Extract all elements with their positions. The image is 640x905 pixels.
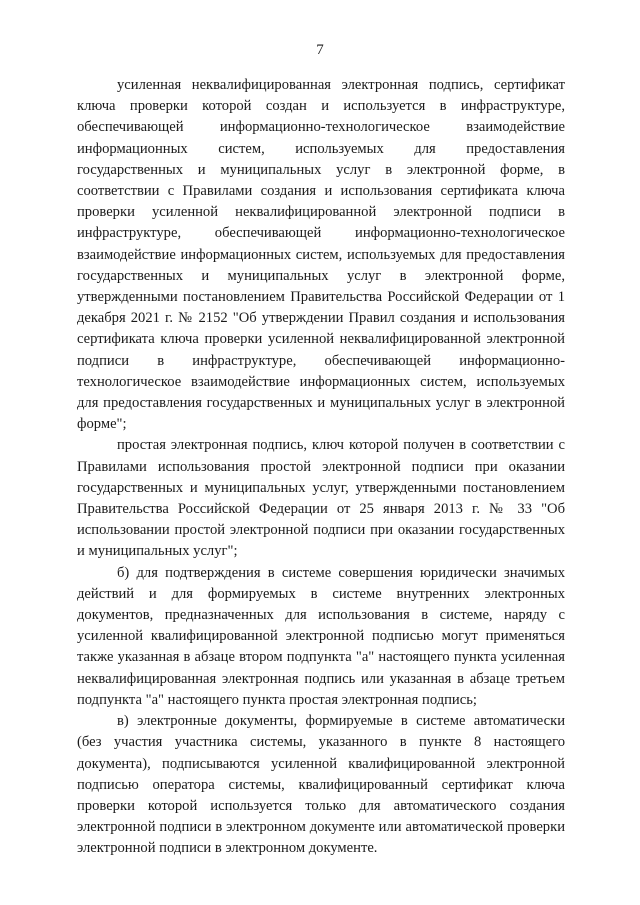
paragraph-1: усиленная неквалифицированная электронная подпись, сертификат ключа проверки которой создан и используется в инфраструктуре, обеспечивающей информационно-технологическое взаимодействие информационных систем, используемых для предоставления государственных и муниципальных услуг в электронной форме, в соответствии с Правилами создания и использования сертификата ключа проверки усиленной неквалифицированной электронной подписи в инфраструктуре, обеспечивающей информационно-технологическое взаимодействие информационных систем, используемых для предоставления государственных и муниципальных услуг в электронной форме, утвержденными постановлением Правительства Российской Федерации от 1 декабря 2021 г. № 2152 "Об утверждении Правил создания и использования сертификата ключа проверки усиленной неквалифицированной электронной подписи в инфраструктуре, обеспечивающей информационно-технологическое взаимодействие информационных систем, используемых для предоставления государственных и муниципальных услуг в электронной форме"; bbox=[77, 77, 565, 433]
paragraph-2: простая электронная подпись, ключ которой получен в соответствии с Правилами использования простой электронной подписи при оказании государственных и муниципальных услуг, утвержденными постановлением Правительства Российской Федерации от 25 января 2013 г. № 33 "Об использовании простой электронной подписи при оказании государственных и муниципальных услуг"; bbox=[77, 437, 565, 560]
paragraph-3: б) для подтверждения в системе совершения юридически значимых действий и для формируемых в системе внутренних электронных документов, предназначенных для использования в системе, наряду с усиленной квалифицированной электронной подписью могут применяться также указанная в абзаце втором подпункта "а" настоящего пункта усиленная неквалифицированная электронная подпись или указанная в абзаце третьем подпункта "а" настоящего пункта простая электронная подпись; bbox=[77, 564, 565, 708]
page-number: 7 bbox=[316, 42, 324, 58]
paragraph-4: в) электронные документы, формируемые в системе автоматически (без участия участника системы, указанного в пункте 8 настоящего документа), подписываются усиленной квалифицированной электронной подписью оператора системы, квалифицированный сертификат ключа проверки которой используется только для автоматического создания электронной подписи в электронном документе или автоматической проверки электронной подписи в электронном документе. bbox=[77, 713, 565, 857]
document-body bbox=[77, 75, 565, 860]
